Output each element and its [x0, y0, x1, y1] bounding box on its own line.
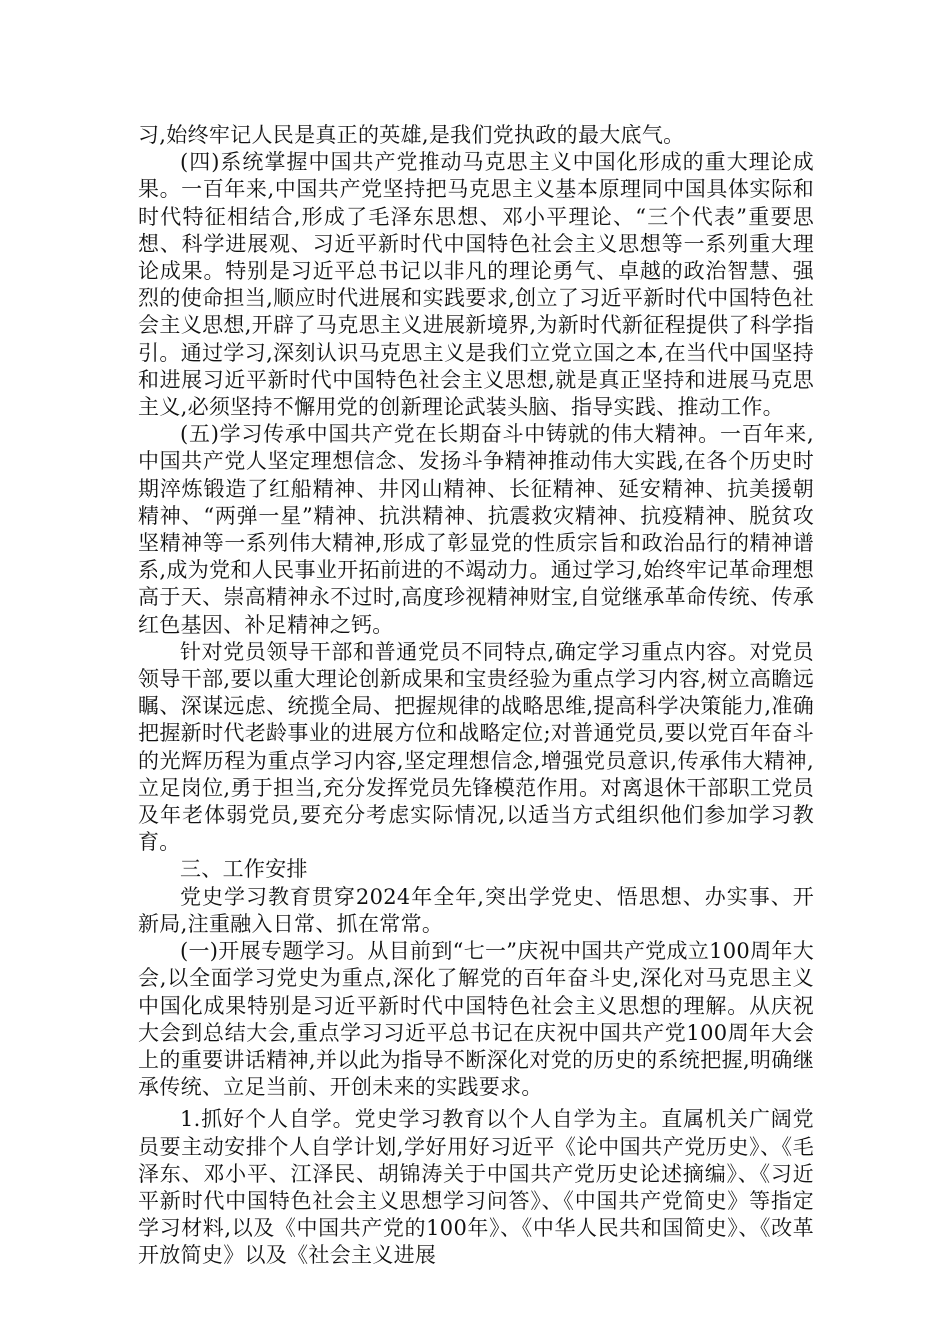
- paragraph-continuation: 习,始终牢记人民是真正的英雄,是我们党执政的最大底气。: [138, 123, 685, 147]
- paragraph-work-overview: 党史学习教育贯穿2024年全年,突出学党史、悟思想、办实事、开新局,注重融入日常、抓在常常。: [138, 884, 814, 936]
- paragraph-section-five: (五)学习传承中国共产党在长期奋斗中铸就的伟大精神。一百年来,中国共产党人坚定理想信念、发扬斗争精神推动伟大实践,在各个历史时期淬炼锻造了红船精神、井冈山精神、长征精神、延安精神、抗美援朝精神、“两弹一星”精神、抗洪精神、抗震救灾精神、抗疫精神、脱贫攻坚精神等一系列伟大精神,形成了彰显党的性质宗旨和政治品行的精神谱系,成为党和人民事业开拓前进的不竭动力。通过学习,始终牢记革命理想高于天、崇高精神永不过时,高度珍视精神财宝,自觉继承革命传统、传承红色基因、补足精神之钙。: [138, 422, 814, 637]
- paragraph-special-study: (一)开展专题学习。从目前到“七一”庆祝中国共产党成立100周年大会,以全面学习党史为重点,深化了解党的百年奋斗史,深化对马克思主义中国化成果特别是习近平新时代中国特色社会主义思想的理解。从庆祝大会到总结大会,重点学习习近平总书记在庆祝中国共产党100周年大会上的重要讲话精神,并以此为指导不断深化对党的历史的系统把握,明确继承传统、立足当前、开创未来的实践要求。: [138, 939, 814, 1100]
- paragraph-study-focus: 针对党员领导干部和普通党员不同特点,确定学习重点内容。对党员领导干部,要以重大理论创新成果和宝贵经验为重点学习内容,树立高瞻远瞩、深谋远虑、统揽全局、把握规律的战略思维,提高科学决策能力,准确把握新时代老龄事业的进展方位和战略定位;对普通党员,要以党百年奋斗的光辉历程为重点学习内容,坚定理想信念,增强党员意识,传承伟大精神,立足岗位,勇于担当,充分发挥党员先锋模范作用。对离退休干部职工党员及年老体弱党员,要充分考虑实际情况,以适当方式组织他们参加学习教育。: [138, 639, 814, 855]
- paragraph-self-study: 1.抓好个人自学。党史学习教育以个人自学为主。直属机关广阔党员要主动安排个人自学计划,学好用好习近平《论中国共产党历史》、《毛泽东、邓小平、江泽民、胡锦涛关于中国共产党历史论述摘编》、《习近平新时代中国特色社会主义思想学习问答》、《中国共产党简史》等指定学习材料,以及《中国共产党的100年》、《中华人民共和国简史》、《改革开放简史》以及《社会主义进展: [138, 1107, 814, 1268]
- document-page: [138, 122, 814, 1270]
- section-heading-work-arrangement: 三、工作安排: [180, 857, 308, 882]
- paragraph-section-four: (四)系统掌握中国共产党推动马克思主义中国化形成的重大理论成果。一百年来,中国共产党坚持把马克思主义基本原理同中国具体实际和时代特征相结合,形成了毛泽东思想、邓小平理论、“三个代表”重要思想、科学进展观、习近平新时代中国特色社会主义思想等一系列重大理论成果。特别是习近平总书记以非凡的理论勇气、卓越的政治智慧、强烈的使命担当,顺应时代进展和实践要求,创立了习近平新时代中国特色社会主义思想,开辟了马克思主义进展新境界,为新时代新征程提供了科学指引。通过学习,深刻认识马克思主义是我们立党立国之本,在当代中国坚持和进展习近平新时代中国特色社会主义思想,就是真正坚持和进展马克思主义,必须坚持不懈用党的创新理论武装头脑、指导实践、推动工作。: [138, 150, 814, 420]
